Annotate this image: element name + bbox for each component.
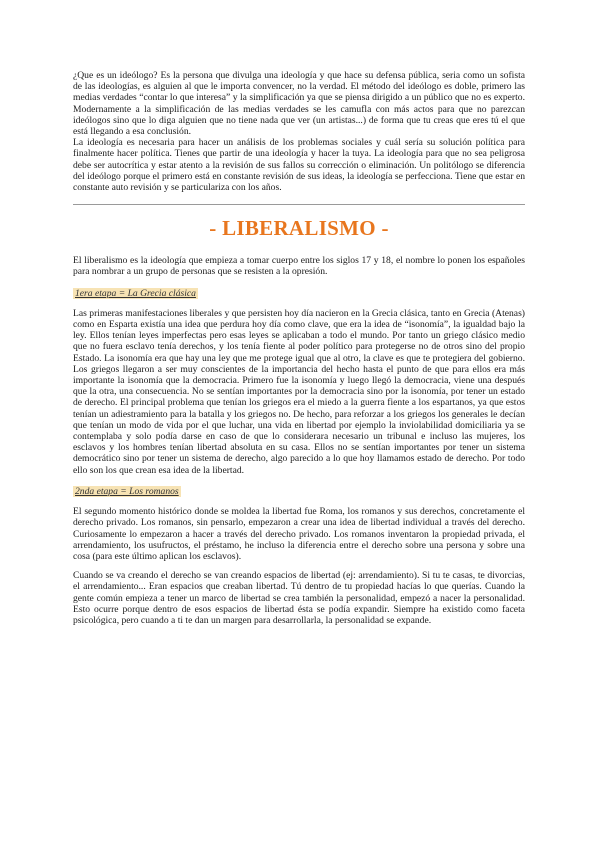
stage1-heading: 1era etapa = La Grecia clásica [75,287,196,299]
stage2-paragraph-2: Cuando se va creando el derecho se van creando espacios de libertad (ej: arrendamiento). Si tu te casas, te divorcias, el arrendamiento... Eran espacios que creaban libertad. Tú dentro de tu propiedad hacías lo que querías. Cuando la gente común empieza a tener un marco de libertad se crea también la personalidad, empezó a nacer la personalidad. Esto ocurre porque dentro de esos espacios de libertad ésta se podía expandir. Siempre ha existido como faceta psicológica, pero cuando a ti te dan un margen para desarrollarla, la personalidad se expande. [73,570,525,626]
stage2-paragraph-1: El segundo momento histórico donde se moldea la libertad fue Roma, los romanos y sus derechos, concretamente el derecho privado. Los romanos, sin pensarlo, empezaron a crear una idea de libertad individual a través del derecho. Curiosamente lo empezaron a hacer a través del derecho privado. Los romanos inventaron la propiedad privada, el arrendamiento, los usufructos, el préstamo, he incluso la diferencia entre el derecho sobre una persona y sobre una cosa (para este último aplican los esclavos). [73,506,525,562]
intro-paragraph-ideologo: ¿Que es un ideólogo? Es la persona que divulga una ideología y que hace su defensa pública, seria como un sofista de las ideologías, es alguien al que le importa convencer, no la verdad. El método del ideólogo es doble, primero las medias verdades “contar lo que interesa” y la simplificación ya que se piensa dirigido a un público que no es experto. Modernamente a la simplificación de las medias verdades se les camufla con más actos para que no parezcan ideólogos sino que lo diga alguien que no tiene nada que ver (un artistas...) de forma que tu creas que eres tú el que está llegando a esa conclusión. [73,70,525,138]
liberalismo-intro-paragraph: El liberalismo es la ideología que empieza a tomar cuerpo entre los siglos 17 y 18, el nombre lo ponen los españoles para nombrar a un grupo de personas que se resisten a la opresión. [73,255,525,278]
document-page [73,70,525,626]
stage2-heading: 2nda etapa = Los romanos [75,485,179,497]
intro-paragraph-ideologia: La ideología es necesaria para hacer un análisis de los problemas sociales y cuál sería su solución política para finalmente hacer política. Tienes que partir de una ideología y hacer la tuya. La ideología para que no sea peligrosa debe ser autocrítica y estar atento a la revisión de sus fallos su corrección o eliminación. Un politólogo se diferencia del ideólogo porque el primero está en constante revisión de sus ideas, la ideología se perfecciona. Tiene que estar en constante auto revisión y se particulariza con los años. [73,137,525,194]
stage1-paragraph: Las primeras manifestaciones liberales y que persisten hoy día nacieron en la Grecia clásica, tanto en Grecia (Atenas) como en Esparta existía una idea que perdura hoy día como clave, que era la idea de “isonomía”, la igualdad bajo la ley. Ellos tenían leyes imperfectas pero esas leyes se aplicaban a todo el mundo. Por tanto un griego clásico medio que no fuera esclavo tenía derechos, y los tenía fiente al poder político para protegerse no de otros sino del propio Estado. La isonomía era que hay una ley que me protege igual que al otro, la clave es que te protegiera del gobierno. Los griegos llegaron a ser muy conscientes de la importancia del hecho hasta el punto de que para ellos era más importante la isonomía que la democracia. Primero fue la isonomía y luego llegó la democracia, viene una después que la otra, una consecuencia. No se sentían importantes por la democracia sino por la isonomía, por tener un estado de derecho. El principal problema que tenían los griegos era el miedo a la guerra fiente a los espartanos, ya que estos tenían un adiestramiento para la batalla y los griegos no. De hecho, para reforzar a los griegos los generales le decían que tenían un modo de vida por el que luchar, una vida en libertad por ejemplo la inviolabilidad domiciliaria ya se contemplaba y solo podía darse en caso de que lo considerara necesario un tribunal e incluso las mujeres, los esclavos y los hombres tenían libertad absoluta en su casa. Ellos no se sentían importantes por tener un sistema democrático sino por tener un sistema de derecho, algo parecido a lo que hoy llamamos estado de derecho. Por todo ello son los que crean esa idea de la libertad. [73,307,525,476]
section-divider [73,204,525,205]
section-title: - LIBERALISMO - [209,216,389,241]
